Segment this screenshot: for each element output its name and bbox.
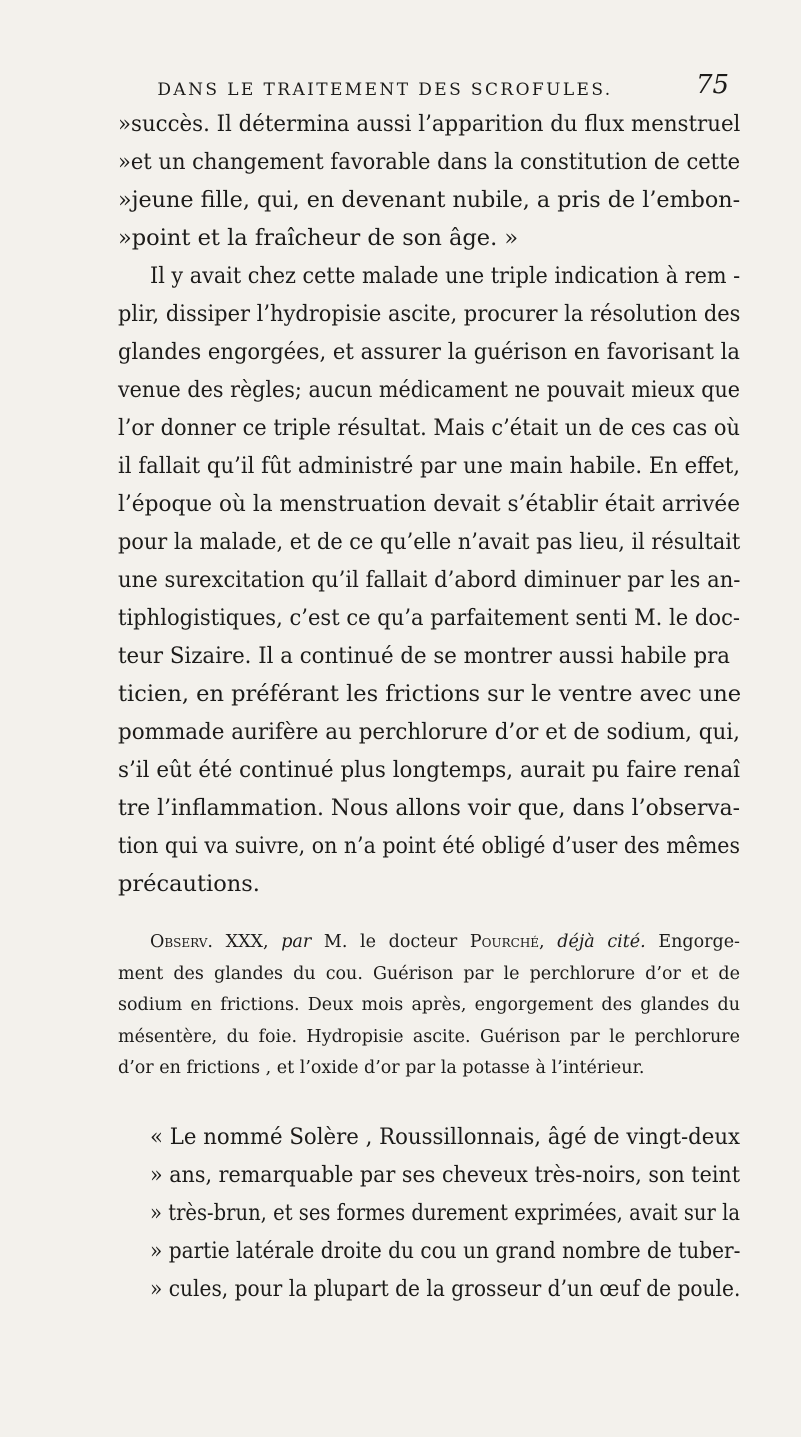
text-line: s’il eût été continué plus longtemps, aurait pu faire renaî bbox=[118, 757, 740, 783]
text-line: une surexcitation qu’il fallait d’abord diminuer par les an- bbox=[118, 567, 741, 593]
text-line: l’époque où la menstruation devait s’établir était arrivée bbox=[118, 491, 741, 517]
observation-line: mésentère, du foie. Hydropisie ascite. Guérison par le perchlorure bbox=[118, 1027, 740, 1047]
quote-line: » cules, pour la plupart de la grosseur d’un œuf de poule. bbox=[150, 1276, 741, 1302]
par-word: par bbox=[281, 932, 312, 952]
observation-line: sodium en frictions. Deux mois après, engorgement des glandes du bbox=[118, 995, 740, 1015]
text-line: tre l’inflammation. Nous allons voir que, dans l’observa- bbox=[118, 795, 741, 821]
observation-line: ment des glandes du cou. Guérison par le perchlorure d’or et de bbox=[118, 964, 740, 984]
text-line: »point et la fraîcheur de son âge. » bbox=[118, 225, 519, 251]
text-line: il fallait qu’il fût administré par une main habile. En effet, bbox=[118, 453, 741, 479]
running-head: DANS LE TRAITEMENT DES SCROFULES. bbox=[157, 80, 613, 100]
text-line: »jeune fille, qui, en devenant nubile, a pris de l’embon- bbox=[118, 187, 741, 213]
text-line: pommade aurifère au perchlorure d’or et de sodium, qui, bbox=[118, 719, 740, 745]
quote-line: » partie latérale droite du cou un grand nombre de tuber- bbox=[150, 1238, 741, 1264]
observation-label: Observ. XXX, bbox=[150, 932, 269, 952]
text-line: précautions. bbox=[118, 871, 260, 897]
deja-cite: déjà cité. bbox=[557, 932, 646, 952]
text-line: l’or donner ce triple résultat. Mais c’était un de ces cas où bbox=[118, 415, 740, 441]
observation-heading-line: Observ. XXX, par M. le docteur Pourché, déjà cité. Engorge- bbox=[150, 932, 740, 952]
text-line: venue des règles; aucun médicament ne pouvait mieux que bbox=[118, 377, 741, 403]
author-prefix: M. le docteur bbox=[323, 932, 458, 952]
text-line: »succès. Il détermina aussi l’apparition du flux menstruel bbox=[118, 111, 741, 137]
text-line: glandes engorgées, et assurer la guérison en favorisant la bbox=[118, 339, 740, 365]
quote-line: » très-brun, et ses formes durement exprimées, avait sur la bbox=[150, 1200, 740, 1226]
author-name: Pourché bbox=[469, 932, 540, 952]
text-line: pour la malade, et de ce qu’elle n’avait pas lieu, il résultait bbox=[118, 529, 741, 555]
text-line: tion qui va suivre, on n’a point été obligé d’user des mêmes bbox=[118, 833, 740, 859]
page-number: 75 bbox=[696, 70, 730, 100]
observation-line-tail: Engorge- bbox=[658, 932, 740, 952]
quote-line: « Le nommé Solère , Roussillonnais, âgé de vingt-deux bbox=[150, 1124, 740, 1150]
text-line: »et un changement favorable dans la constitution de cette bbox=[118, 149, 741, 175]
text-line: Il y avait chez cette malade une triple indication à rem - bbox=[150, 263, 741, 289]
text-line: teur Sizaire. Il a continué de se montrer aussi habile pra bbox=[118, 643, 730, 669]
text-line: ticien, en préférant les frictions sur le ventre avec une bbox=[118, 681, 742, 707]
quote-line: » ans, remarquable par ses cheveux très-noirs, son teint bbox=[150, 1162, 741, 1188]
text-line: plir, dissiper l’hydropisie ascite, procurer la résolution des bbox=[118, 301, 741, 327]
observation-line: d’or en frictions , et l’oxide d’or par la potasse à l’intérieur. bbox=[118, 1058, 645, 1078]
text-line: tiphlogistiques, c’est ce qu’a parfaitement senti M. le doc- bbox=[118, 605, 740, 631]
